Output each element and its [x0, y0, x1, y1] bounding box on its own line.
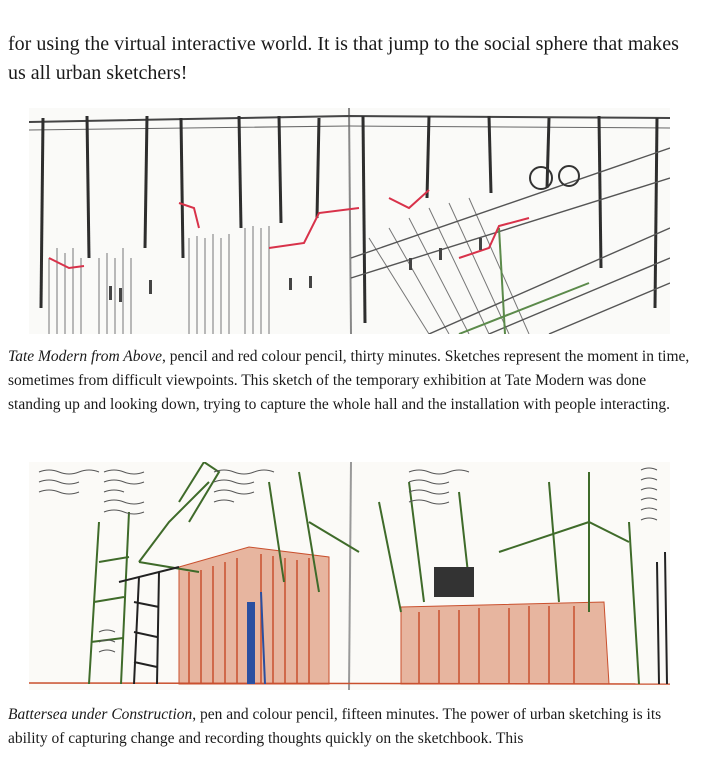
- figure-caption-1: [8, 345, 698, 417]
- figure-caption-text-2: , pen and colour pencil, fifteen minutes. The power of urban sketching is its ability of capturing change and recording thoughts quickly on the sketchbook. This: [8, 706, 662, 747]
- battersea-sketch-image: [29, 462, 670, 690]
- figure-caption-2: [8, 703, 698, 751]
- figure-title-1: Tate Modern from Above: [8, 348, 162, 365]
- figure-title-2: Battersea under Construction: [8, 706, 193, 723]
- figure-caption-text-1: , pencil and red colour pencil, thirty minutes. Sketches represent the moment in time, sometimes from difficult viewpoints. This sketch of the temporary exhibition at Tate Modern was done standing up and looking down, trying to capture the whole hall and the installation with people interacting.: [8, 348, 690, 413]
- intro-paragraph: for using the virtual interactive world. It is that jump to the social sphere that makes us all urban sketchers!: [8, 33, 679, 84]
- battersea-drawing: [29, 462, 670, 690]
- tate-modern-sketch-image: [29, 108, 670, 334]
- tate-modern-drawing: [29, 108, 670, 334]
